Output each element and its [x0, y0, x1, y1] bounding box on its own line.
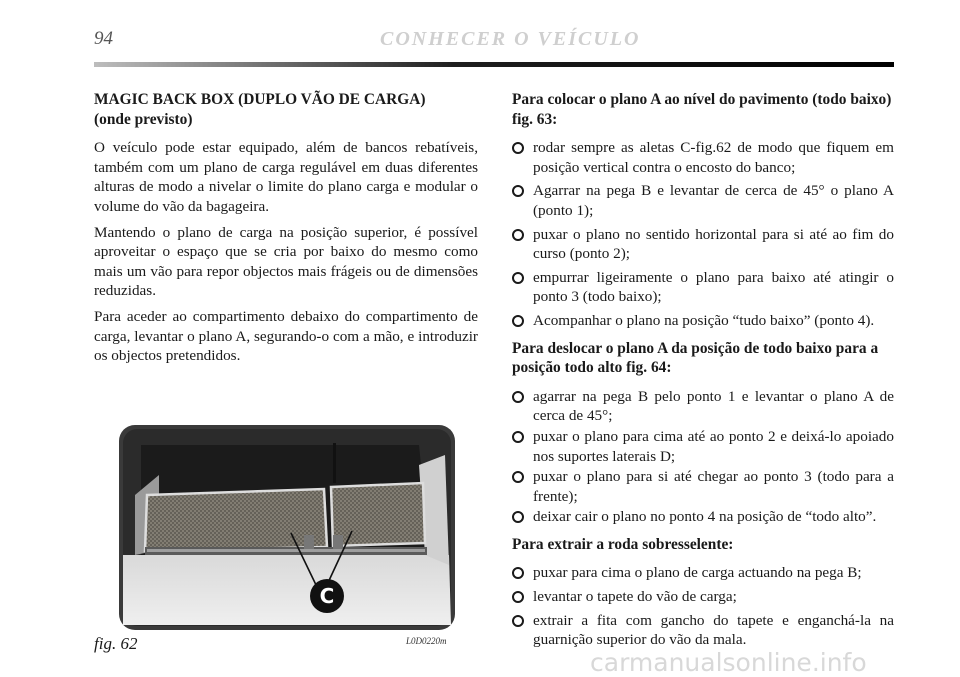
step-text: puxar o plano para si até chegar ao ponto 3 (todo para a frente); — [533, 468, 894, 505]
step-text: puxar para cima o plano de carga actuando na pega B; — [533, 564, 862, 582]
heading-line-2: (onde previsto) — [94, 110, 193, 128]
chapter-title: CONHECER O VEÍCULO — [380, 28, 641, 50]
list-item — [512, 181, 894, 220]
paragraph: O veículo pode estar equipado, além de bancos rebatíveis, também com um plano de carga regulável em duas diferentes alturas de modo a nivelar o limite do plano carga e modular o volume do vão da bagageira. — [94, 139, 478, 215]
circle-bullet-icon — [512, 431, 524, 443]
step-text: levantar o tapete do vão de carga; — [533, 588, 737, 606]
list-item — [512, 138, 894, 177]
heading-line-1: MAGIC BACK BOX (DUPLO VÃO DE CARGA) — [94, 91, 426, 108]
step-text: agarrar na pega B pelo ponto 1 e levantar o plano A de cerca de 45°; — [533, 387, 894, 425]
paragraph: Para aceder ao compartimento debaixo do compartimento de carga, levantar o plano A, segurando-o com a mão, e introduzir os objectos pretendidos. — [94, 307, 478, 365]
left-column — [94, 90, 478, 372]
circle-bullet-icon — [512, 471, 524, 483]
figure-caption: fig. 62 — [94, 634, 138, 653]
step-text: rodar sempre as aletas C-fig.62 de modo que fiquem em posição vertical contra o encosto do banco; — [533, 139, 894, 176]
section-heading-raise-floor: Para deslocar o plano A da posição de todo baixo para a posição todo alto fig. 64: — [512, 339, 879, 377]
paragraph: Mantendo o plano de carga na posição superior, é possível aproveitar o espaço que se cria por baixo do mesmo como mais um vão para repor objectos mais frágeis ou de dimensões reduzidas. — [94, 223, 478, 300]
steps-list-lower-floor — [512, 138, 894, 330]
circle-bullet-icon — [512, 229, 524, 241]
list-item — [512, 268, 894, 307]
section-heading-lower-floor: Para colocar o plano A ao nível do pavimento (todo baixo) fig. 63: — [512, 91, 892, 128]
steps-list-spare-wheel — [512, 563, 894, 649]
circle-bullet-icon — [512, 511, 524, 523]
callout-c-label: C — [310, 579, 344, 613]
list-item — [512, 507, 894, 527]
list-item — [512, 225, 894, 264]
list-item — [512, 611, 894, 650]
figure-62-load-floor-photo — [119, 425, 455, 630]
list-item — [512, 387, 894, 426]
load-floor-illustration — [119, 425, 455, 630]
right-column — [512, 90, 894, 658]
circle-bullet-icon — [512, 185, 524, 197]
page-number: 94 — [94, 28, 113, 49]
circle-bullet-icon — [512, 315, 524, 327]
steps-list-raise-floor — [512, 387, 894, 527]
list-item — [512, 427, 894, 466]
magic-back-box-heading — [94, 90, 478, 129]
figure-code: L0D0220m — [406, 636, 447, 646]
circle-bullet-icon — [512, 142, 524, 154]
step-text: puxar o plano no sentido horizontal para si até ao fim do curso (ponto 2); — [533, 225, 894, 263]
header-rule — [94, 62, 894, 67]
watermark: carmanualsonline.info — [590, 648, 867, 677]
step-text: Agarrar na pega B e levantar de cerca de 45° o plano A (ponto 1); — [533, 182, 894, 219]
step-text: empurrar ligeiramente o plano para baixo até atingir o ponto 3 (todo baixo); — [533, 268, 894, 306]
circle-bullet-icon — [512, 391, 524, 403]
step-text: deixar cair o plano no ponto 4 na posição de “todo alto”. — [533, 508, 877, 526]
step-text: puxar o plano para cima até ao ponto 2 e deixá-lo apoiado nos suportes laterais D; — [533, 427, 894, 465]
circle-bullet-icon — [512, 591, 524, 603]
list-item — [512, 587, 894, 607]
step-text: extrair a fita com gancho do tapete e enganchá-la na guarnição superior do vão da mala. — [533, 611, 894, 649]
circle-bullet-icon — [512, 615, 524, 627]
list-item — [512, 467, 894, 506]
list-item — [512, 311, 894, 331]
circle-bullet-icon — [512, 272, 524, 284]
section-heading-spare-wheel: Para extrair a roda sobresselente: — [512, 535, 734, 553]
step-text: Acompanhar o plano na posição “tudo baixo” (ponto 4). — [533, 311, 875, 329]
list-item — [512, 563, 894, 583]
circle-bullet-icon — [512, 567, 524, 579]
